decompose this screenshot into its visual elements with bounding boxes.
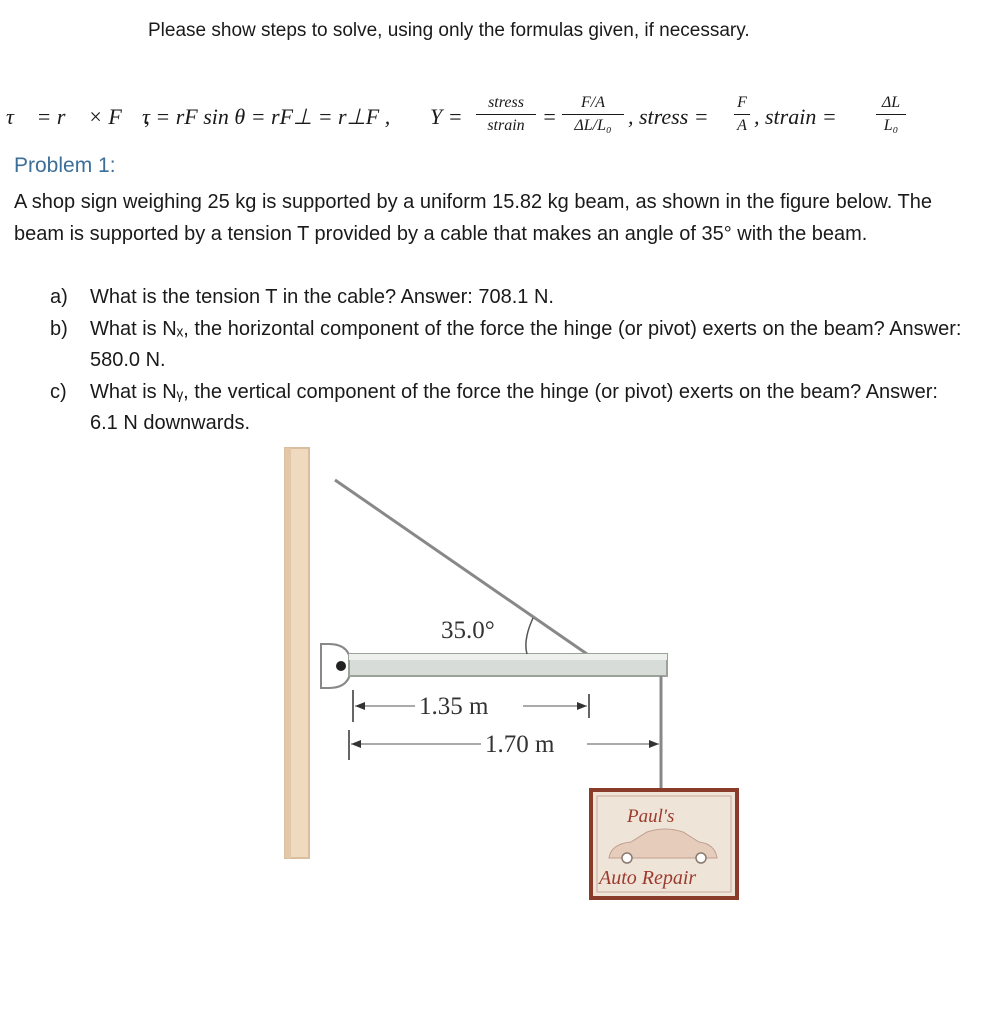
fraction-numerator: F/A xyxy=(581,94,605,111)
beam-diagram xyxy=(275,440,755,910)
beam-figure xyxy=(275,440,755,910)
problem-title: Problem 1: xyxy=(14,154,116,177)
formula-line xyxy=(6,92,976,142)
equals-sign: = xyxy=(542,104,557,129)
arrowhead xyxy=(355,702,365,710)
instruction-text: Please show steps to solve, using only the formulas given, if necessary. xyxy=(148,20,750,41)
sign-text-line1: Paul's xyxy=(627,806,675,827)
fraction-numerator: ΔL xyxy=(881,94,901,111)
strain-lhs: , strain = xyxy=(754,104,837,129)
fraction-numerator: stress xyxy=(488,94,524,111)
torque-scalar-formula: τ = rF sin θ = rF⊥ = r⊥F , xyxy=(142,104,391,129)
stress-lhs: , stress = xyxy=(628,104,709,129)
sign-text-line2: Auto Repair xyxy=(599,867,697,889)
question-label: c) xyxy=(50,380,67,403)
car-wheel-icon xyxy=(622,853,632,863)
question-item xyxy=(50,282,970,314)
question-label: a) xyxy=(50,286,68,308)
question-list xyxy=(50,282,970,440)
fraction-denominator: L₀ xyxy=(883,117,899,134)
question-item xyxy=(50,314,970,377)
strain-fraction xyxy=(876,94,906,135)
dimension-long-label: 1.70 m xyxy=(485,731,555,758)
dimension-short-label: 1.35 m xyxy=(419,693,489,720)
stress-strain-fraction xyxy=(476,94,536,135)
fraction-denominator: A xyxy=(737,117,747,134)
problem-statement: A shop sign weighing 25 kg is supported by a uniform 15.82 kg beam, as shown in the figure below. The beam is supported by a tension T provided by a cable that makes an angle of 35° with the beam. xyxy=(14,191,932,245)
arrowhead xyxy=(649,740,659,748)
question-text: What is Nₓ, the horizontal component of the force the hinge (or pivot) exerts on the beam? Answer: 580.0 N. xyxy=(90,317,962,371)
arrowhead xyxy=(577,702,587,710)
torque-vector-formula: τ⃗ = r⃗ × F⃗ , xyxy=(6,104,150,129)
fraction-numerator: F xyxy=(737,94,747,111)
angle-arc xyxy=(526,618,533,654)
question-text: What is the tension T in the cable? Answer: 708.1 N. xyxy=(90,286,554,308)
stress-fraction xyxy=(734,94,750,135)
force-area-fraction xyxy=(562,94,624,135)
question-label: b) xyxy=(50,317,68,340)
fraction-denominator: strain xyxy=(487,117,525,134)
question-item xyxy=(50,377,970,440)
question-text: What is Nᵧ, the vertical component of the force the hinge (or pivot) exerts on the beam? Answer: 6.1 N downwards. xyxy=(90,380,938,434)
arrowhead xyxy=(351,740,361,748)
youngs-modulus-lhs: Y = xyxy=(430,104,463,129)
angle-label: 35.0° xyxy=(441,617,495,644)
car-wheel-icon xyxy=(696,853,706,863)
fraction-denominator: ΔL/L₀ xyxy=(574,117,612,134)
hinge-pin xyxy=(336,661,346,671)
